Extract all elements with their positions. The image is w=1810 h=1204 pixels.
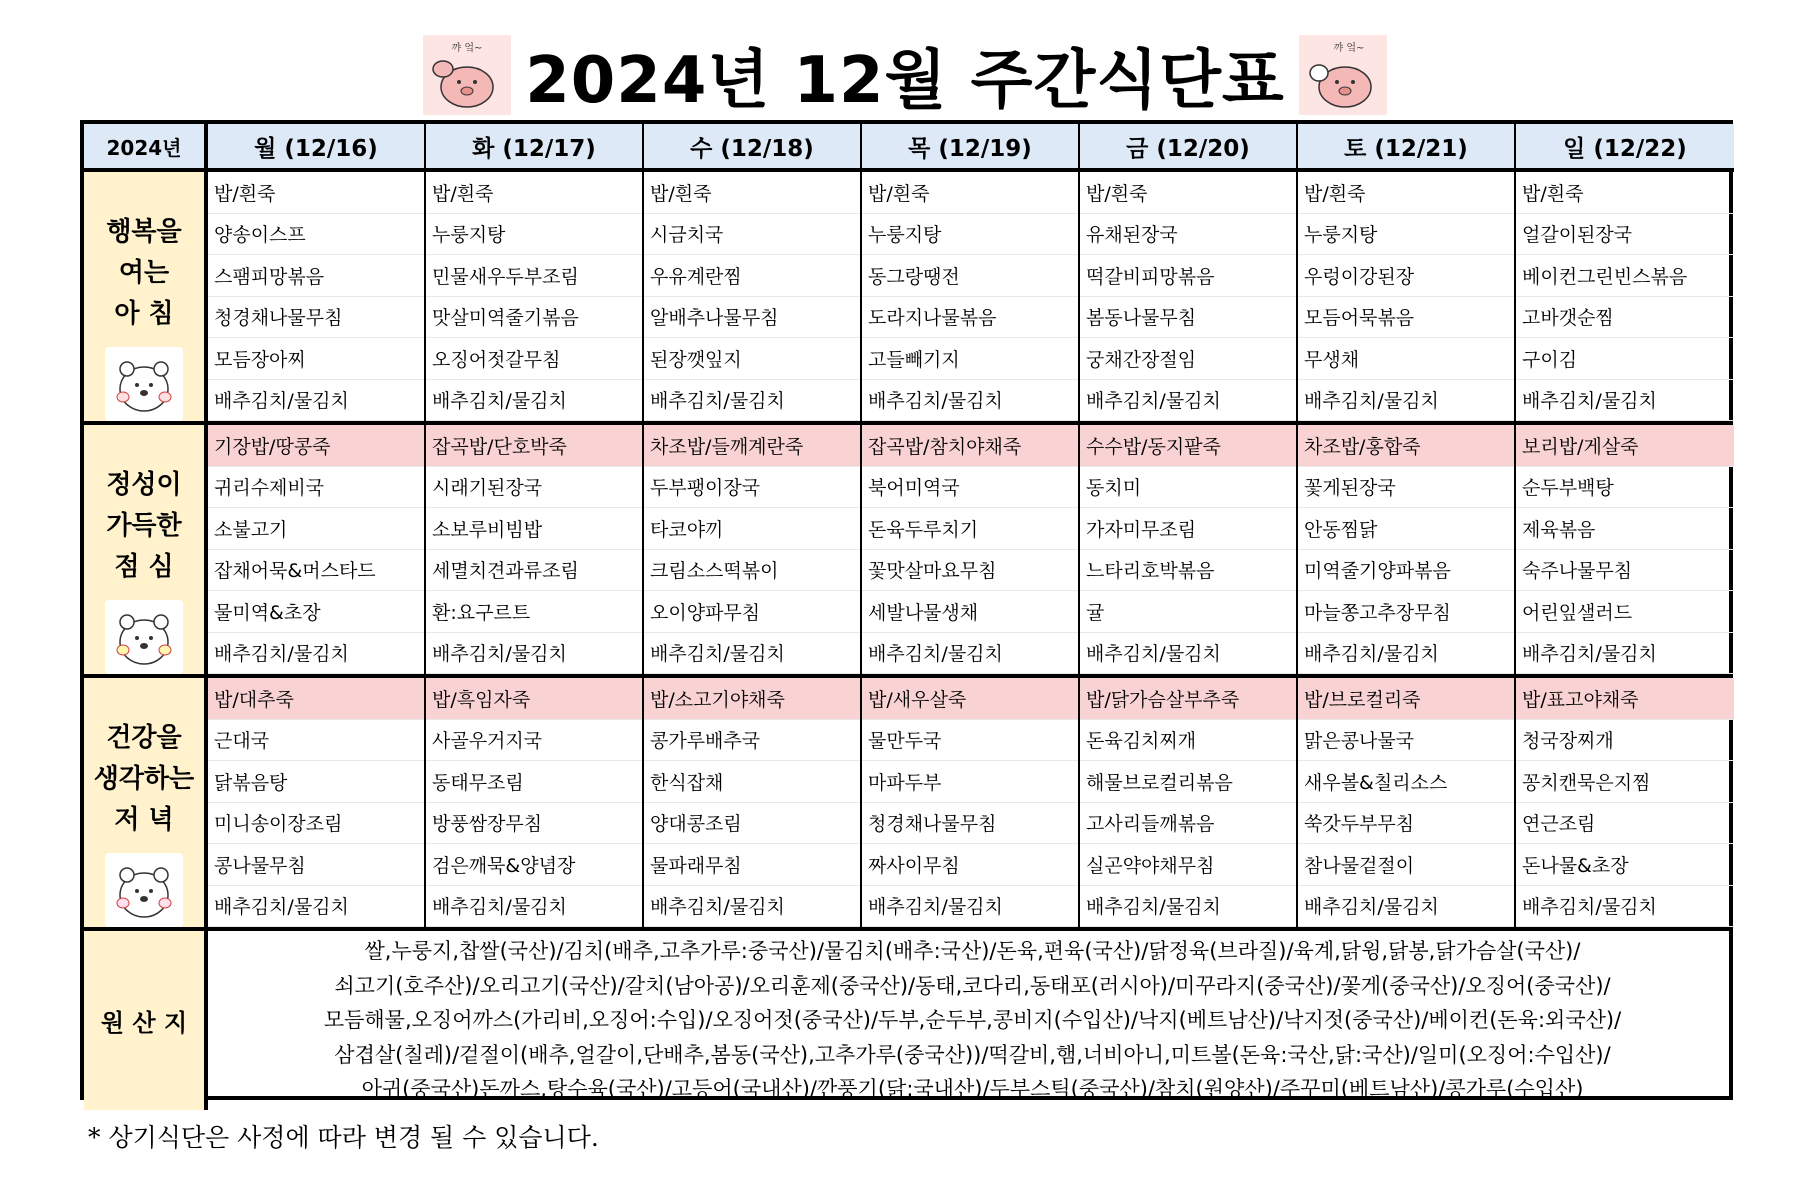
meal-label-line: 여는 <box>118 258 170 288</box>
day-menu-column <box>862 172 1080 421</box>
day-menu-column <box>644 172 862 421</box>
menu-item: 청경채나물무침 <box>208 297 424 339</box>
day-menu-column <box>1298 172 1516 421</box>
day-menu-column <box>862 425 1080 674</box>
meal-label-line: 점 심 <box>114 552 174 582</box>
menu-item: 느타리호박볶음 <box>1080 550 1296 592</box>
menu-item: 밥/소고기야채죽 <box>644 678 860 720</box>
menu-item: 물파래무침 <box>644 844 860 886</box>
meal-section <box>84 172 1729 421</box>
menu-item: 밥/흰죽 <box>1516 172 1734 214</box>
menu-item: 소불고기 <box>208 508 424 550</box>
menu-item: 배추김치/물김치 <box>1080 380 1296 422</box>
menu-item: 밥/흑임자죽 <box>426 678 642 720</box>
menu-item: 배추김치/물김치 <box>644 633 860 675</box>
menu-item: 참나물겉절이 <box>1298 844 1514 886</box>
origin-line: 삼겹살(칠레)/겉절이(배추,얼갈이,단배추,봄동(국산),고추가루(중국산))/떡갈비,햄,너비아니,미트볼(돈육:국산,닭:국산)/일미(오징어:수입산)/ <box>334 1042 1611 1067</box>
menu-item: 미니송이장조림 <box>208 803 424 845</box>
menu-item: 실곤약야채무침 <box>1080 844 1296 886</box>
menu-item: 시금치국 <box>644 214 860 256</box>
meal-label-line: 아 침 <box>114 299 174 329</box>
menu-item: 밥/표고야채죽 <box>1516 678 1734 720</box>
menu-item: 밥/닭가슴살부추죽 <box>1080 678 1296 720</box>
menu-item: 모듬어묵볶음 <box>1298 297 1514 339</box>
menu-item: 배추김치/물김치 <box>1080 633 1296 675</box>
day-menu-column <box>1298 678 1516 927</box>
menu-item: 짜사이무침 <box>862 844 1078 886</box>
menu-item: 순두부백탕 <box>1516 467 1734 509</box>
day-menu-column <box>426 172 644 421</box>
menu-item: 도라지나물볶음 <box>862 297 1078 339</box>
day-header: 수 (12/18) <box>644 124 862 172</box>
menu-item: 닭볶음탕 <box>208 761 424 803</box>
menu-item: 배추김치/물김치 <box>644 886 860 928</box>
day-menu-column <box>862 678 1080 927</box>
menu-item: 밥/흰죽 <box>862 172 1078 214</box>
menu-item: 잡채어묵&머스타드 <box>208 550 424 592</box>
menu-item: 쑥갓두부무침 <box>1298 803 1514 845</box>
menu-item: 배추김치/물김치 <box>208 886 424 928</box>
day-menu-column <box>208 172 426 421</box>
menu-item: 알배추나물무침 <box>644 297 860 339</box>
day-menu-column <box>1516 678 1734 927</box>
day-menu-column <box>644 678 862 927</box>
menu-item: 두부팽이장국 <box>644 467 860 509</box>
day-menu-column <box>1080 678 1298 927</box>
menu-item: 배추김치/물김치 <box>426 886 642 928</box>
day-header: 토 (12/21) <box>1298 124 1516 172</box>
menu-item: 고바갯순찜 <box>1516 297 1734 339</box>
menu-item: 맑은콩나물국 <box>1298 720 1514 762</box>
menu-item: 기장밥/땅콩죽 <box>208 425 424 467</box>
menu-item: 해물브로컬리볶음 <box>1080 761 1296 803</box>
menu-item: 봄동나물무침 <box>1080 297 1296 339</box>
menu-item: 유채된장국 <box>1080 214 1296 256</box>
menu-item: 청국장찌개 <box>1516 720 1734 762</box>
day-header: 화 (12/17) <box>426 124 644 172</box>
menu-item: 타코야끼 <box>644 508 860 550</box>
menu-item: 마늘쫑고추장무침 <box>1298 591 1514 633</box>
menu-item: 밥/브로컬리죽 <box>1298 678 1514 720</box>
menu-item: 민물새우두부조림 <box>426 255 642 297</box>
menu-item: 배추김치/물김치 <box>862 633 1078 675</box>
menu-item: 귤 <box>1080 591 1296 633</box>
meal-label-line: 저 녁 <box>114 805 174 835</box>
menu-item: 양송이스프 <box>208 214 424 256</box>
day-menu-column <box>426 425 644 674</box>
menu-item: 배추김치/물김치 <box>1516 380 1734 422</box>
menu-item: 시래기된장국 <box>426 467 642 509</box>
menu-item: 배추김치/물김치 <box>1080 886 1296 928</box>
menu-item: 배추김치/물김치 <box>208 380 424 422</box>
menu-item: 밥/흰죽 <box>208 172 424 214</box>
day-header: 목 (12/19) <box>862 124 1080 172</box>
menu-item: 검은깨묵&양념장 <box>426 844 642 886</box>
menu-item: 밥/흰죽 <box>1080 172 1296 214</box>
menu-item: 된장깻잎지 <box>644 338 860 380</box>
menu-item: 배추김치/물김치 <box>862 380 1078 422</box>
day-menu-column <box>426 678 644 927</box>
menu-item: 청경채나물무침 <box>862 803 1078 845</box>
meal-label <box>84 425 208 674</box>
origin-label: 원 산 지 <box>84 931 208 1110</box>
menu-item: 구이김 <box>1516 338 1734 380</box>
menu-item: 어린잎샐러드 <box>1516 591 1734 633</box>
day-header: 월 (12/16) <box>208 124 426 172</box>
bear-icon <box>105 600 183 674</box>
menu-item: 동그랑땡전 <box>862 255 1078 297</box>
menu-item: 보리밥/게살죽 <box>1516 425 1734 467</box>
year-header: 2024년 <box>84 124 208 172</box>
menu-item: 배추김치/물김치 <box>208 633 424 675</box>
menu-item: 궁채간장절임 <box>1080 338 1296 380</box>
menu-item: 밥/흰죽 <box>426 172 642 214</box>
menu-item: 물만두국 <box>862 720 1078 762</box>
menu-item: 안동찜닭 <box>1298 508 1514 550</box>
menu-item: 세발나물생채 <box>862 591 1078 633</box>
menu-item: 우렁이강된장 <box>1298 255 1514 297</box>
disclaimer-note: * 상기식단은 사정에 따라 변경 될 수 있습니다. <box>88 1123 599 1152</box>
meal-label <box>84 678 208 927</box>
menu-item: 밥/새우살죽 <box>862 678 1078 720</box>
menu-item: 꽁치캔묵은지찜 <box>1516 761 1734 803</box>
menu-item: 무생채 <box>1298 338 1514 380</box>
menu-item: 새우볼&칠리소스 <box>1298 761 1514 803</box>
menu-item: 물미역&초장 <box>208 591 424 633</box>
menu-item: 누룽지탕 <box>426 214 642 256</box>
menu-item: 크림소스떡볶이 <box>644 550 860 592</box>
menu-item: 양대콩조림 <box>644 803 860 845</box>
menu-item: 꽃맛살마요무침 <box>862 550 1078 592</box>
menu-item: 돈육두루치기 <box>862 508 1078 550</box>
menu-item: 베이컨그린빈스볶음 <box>1516 255 1734 297</box>
menu-item: 오징어젓갈무침 <box>426 338 642 380</box>
meal-label-line: 가득한 <box>106 511 182 541</box>
menu-item: 배추김치/물김치 <box>644 380 860 422</box>
page-title: 2024년 12월 주간식단표 <box>525 44 1285 118</box>
meal-label-line: 건강을 <box>106 723 182 753</box>
menu-item: 배추김치/물김치 <box>426 380 642 422</box>
menu-item: 한식잡채 <box>644 761 860 803</box>
menu-item: 오이양파무침 <box>644 591 860 633</box>
svg-text:꺄 엌~: 꺄 엌~ <box>1333 43 1365 54</box>
menu-item: 누룽지탕 <box>862 214 1078 256</box>
menu-item: 가자미무조림 <box>1080 508 1296 550</box>
menu-item: 잡곡밥/단호박죽 <box>426 425 642 467</box>
menu-item: 밥/흰죽 <box>1298 172 1514 214</box>
menu-item: 얼갈이된장국 <box>1516 214 1734 256</box>
menu-item: 사골우거지국 <box>426 720 642 762</box>
menu-item: 북어미역국 <box>862 467 1078 509</box>
day-menu-column <box>1516 172 1734 421</box>
origin-line: 모듬해물,오징어까스(가리비,오징어:수입)/오징어젓(중국산)/두부,순두부,콩비지(수입산)/낙지(베트남산)/낙지젓(중국산)/베이컨(돈육:외국산)/ <box>323 1008 1622 1033</box>
bear-icon <box>105 853 183 927</box>
svg-text:꺄 엌~: 꺄 엌~ <box>451 43 483 54</box>
menu-item: 동치미 <box>1080 467 1296 509</box>
menu-item: 배추김치/물김치 <box>426 633 642 675</box>
menu-item: 근대국 <box>208 720 424 762</box>
menu-item: 환:요구르트 <box>426 591 642 633</box>
menu-item: 배추김치/물김치 <box>1516 886 1734 928</box>
origin-line: 쇠고기(호주산)/오리고기(국산)/갈치(남아공)/오리훈제(중국산)/동태,코다리,동태포(러시아)/미꾸라지(중국산)/꽃게(중국산)/오징어(중국산)/ <box>334 973 1611 998</box>
meal-label-line: 정성이 <box>106 470 182 500</box>
day-menu-column <box>208 678 426 927</box>
menu-item: 소보루비빔밥 <box>426 508 642 550</box>
menu-item: 돈나물&초장 <box>1516 844 1734 886</box>
menu-item: 귀리수제비국 <box>208 467 424 509</box>
menu-item: 밥/대추죽 <box>208 678 424 720</box>
menu-item: 차조밥/홍합죽 <box>1298 425 1514 467</box>
weekly-menu-table <box>80 120 1733 1100</box>
menu-item: 콩가루배추국 <box>644 720 860 762</box>
day-header: 일 (12/22) <box>1516 124 1734 172</box>
menu-item: 떡갈비피망볶음 <box>1080 255 1296 297</box>
menu-item: 돈육김치찌개 <box>1080 720 1296 762</box>
menu-item: 콩나물무침 <box>208 844 424 886</box>
meal-section <box>84 421 1729 674</box>
menu-item: 배추김치/물김치 <box>1516 633 1734 675</box>
day-menu-column <box>1516 425 1734 674</box>
meal-label <box>84 172 208 421</box>
menu-item: 마파두부 <box>862 761 1078 803</box>
origin-line: 쌀,누룽지,찹쌀(국산)/김치(배추,고추가루:중국산)/물김치(배추:국산)/돈육,편육(국산)/닭정육(브라질)/육계,닭윙,닭봉,닭가슴살(국산)/ <box>364 939 1581 964</box>
menu-item: 방풍쌈장무침 <box>426 803 642 845</box>
menu-item: 고들빼기지 <box>862 338 1078 380</box>
bear-icon <box>105 347 183 421</box>
meal-label-line: 행복을 <box>106 217 182 247</box>
day-menu-column <box>644 425 862 674</box>
menu-item: 수수밥/동지팥죽 <box>1080 425 1296 467</box>
day-menu-column <box>1080 172 1298 421</box>
menu-item: 배추김치/물김치 <box>1298 886 1514 928</box>
pig-illustration-right <box>1299 35 1387 115</box>
meal-section <box>84 674 1729 927</box>
menu-item: 배추김치/물김치 <box>1298 380 1514 422</box>
menu-item: 배추김치/물김치 <box>1298 633 1514 675</box>
menu-item: 스팸피망볶음 <box>208 255 424 297</box>
menu-item: 맛살미역줄기볶음 <box>426 297 642 339</box>
menu-item: 세멸치견과류조림 <box>426 550 642 592</box>
menu-item: 잡곡밥/참치야채죽 <box>862 425 1078 467</box>
origin-section <box>84 927 1729 1110</box>
pig-illustration-left <box>423 35 511 115</box>
day-menu-column <box>208 425 426 674</box>
title-area <box>0 30 1810 120</box>
day-menu-column <box>1080 425 1298 674</box>
menu-item: 동태무조림 <box>426 761 642 803</box>
meal-label-line: 생각하는 <box>93 764 195 794</box>
origin-line: 아귀(중국산)돈까스,탕수육(국산)/고등어(국내산)/깐풍기(닭:국내산)/두부스틱(중국산)/참치(원양산)/주꾸미(베트남산)/콩가루(수입산) <box>361 1077 1584 1102</box>
menu-item: 숙주나물무침 <box>1516 550 1734 592</box>
origin-text <box>208 931 1737 1110</box>
menu-item: 연근조림 <box>1516 803 1734 845</box>
menu-item: 밥/흰죽 <box>644 172 860 214</box>
table-header <box>84 124 1729 172</box>
menu-item: 미역줄기양파볶음 <box>1298 550 1514 592</box>
menu-item: 모듬장아찌 <box>208 338 424 380</box>
menu-item: 꽃게된장국 <box>1298 467 1514 509</box>
menu-item: 우유계란찜 <box>644 255 860 297</box>
day-header: 금 (12/20) <box>1080 124 1298 172</box>
menu-item: 누룽지탕 <box>1298 214 1514 256</box>
menu-item: 고사리들깨볶음 <box>1080 803 1296 845</box>
menu-item: 차조밥/들깨계란죽 <box>644 425 860 467</box>
menu-item: 배추김치/물김치 <box>862 886 1078 928</box>
day-menu-column <box>1298 425 1516 674</box>
menu-item: 제육볶음 <box>1516 508 1734 550</box>
